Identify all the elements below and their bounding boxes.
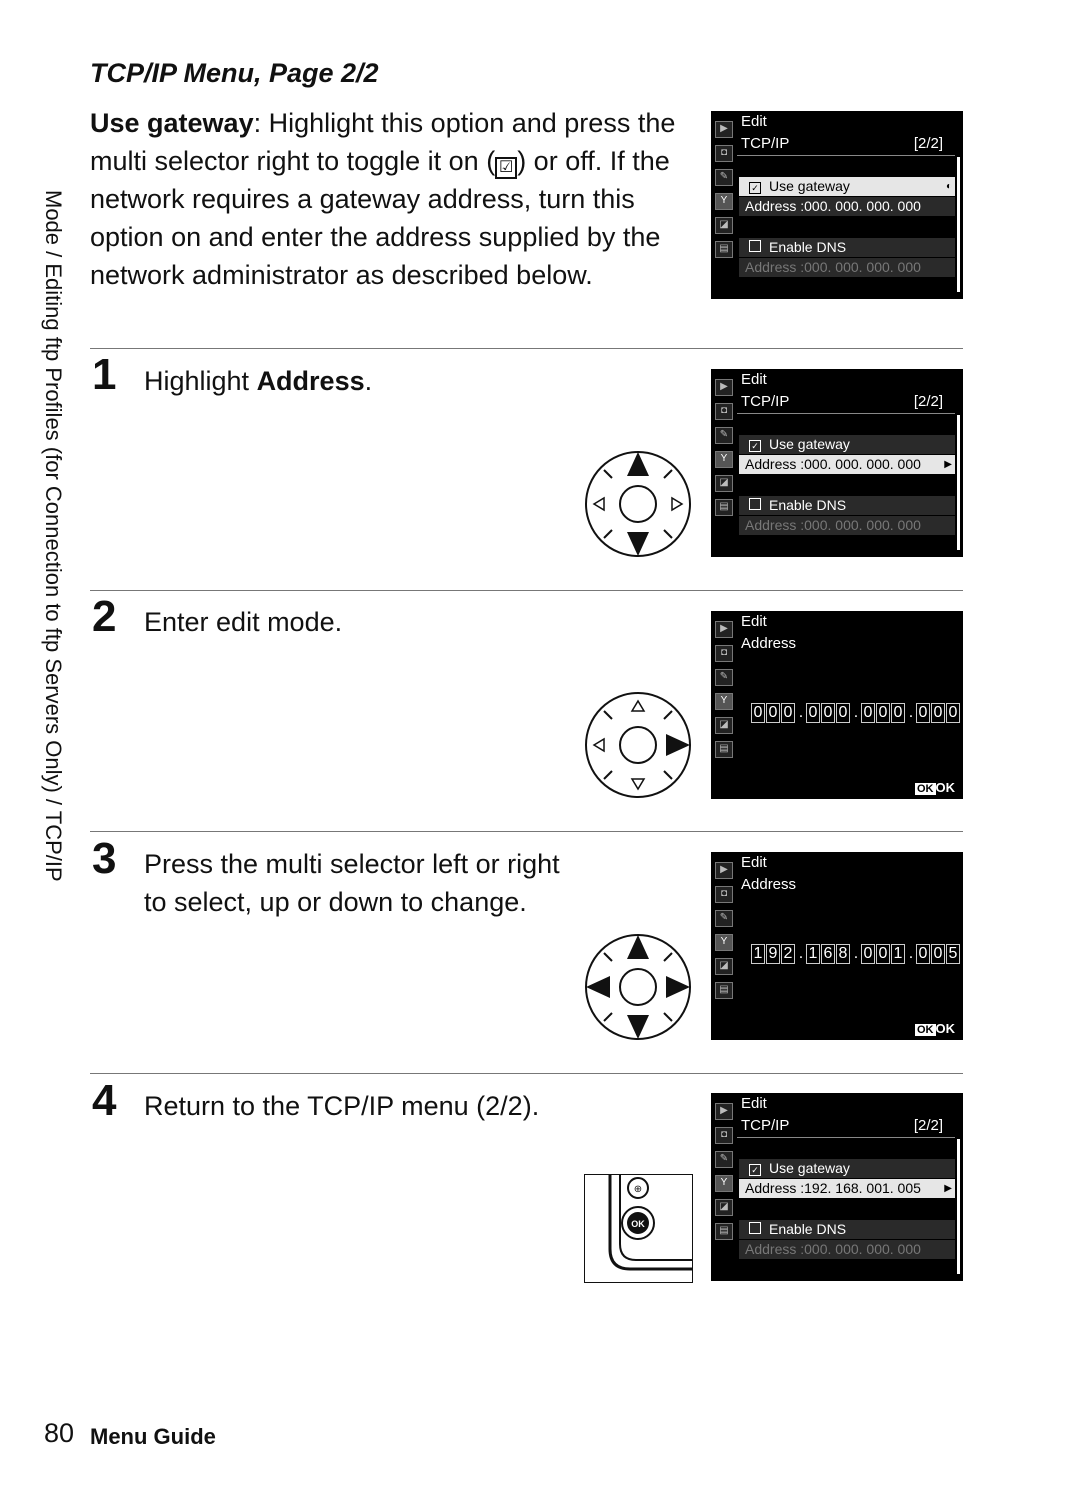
- camera-tab-icon: ◘: [715, 886, 733, 903]
- divider: [737, 155, 955, 156]
- address-row: [739, 455, 955, 474]
- digit: 1: [891, 944, 905, 964]
- screen-page: [2/2]: [913, 1117, 943, 1134]
- address-value: :000. 000. 000. 000: [800, 456, 921, 472]
- divider-rule: [90, 590, 963, 591]
- unchecked-icon: [749, 1222, 761, 1234]
- step-text-a: Highlight: [144, 366, 257, 396]
- step-text: Return to the TCP/IP menu (2/2).: [144, 1091, 540, 1121]
- screen-page: [2/2]: [913, 135, 943, 152]
- wrench-tab-icon: Y: [715, 934, 733, 951]
- digit-separator: .: [853, 704, 859, 721]
- ok-hint: [915, 780, 955, 795]
- ok-hint: [915, 1021, 955, 1036]
- divider-rule: [90, 1073, 963, 1074]
- use-gateway-row: [739, 177, 955, 196]
- digit: 1: [806, 944, 820, 964]
- digit: 0: [876, 944, 890, 964]
- svg-text:⊕: ⊕: [633, 1184, 643, 1195]
- screen-edit-label: Edit: [741, 1095, 767, 1112]
- digit: 0: [781, 703, 795, 723]
- multi-selector-right-icon: [584, 691, 692, 799]
- camera-screen-tcpip-set: [711, 1093, 963, 1281]
- ok-label: OK: [935, 780, 955, 795]
- unchecked-icon: [749, 240, 761, 252]
- digit: 0: [916, 703, 930, 723]
- digit-separator: .: [908, 945, 914, 962]
- address-value: :192. 168. 001. 005: [800, 1180, 921, 1196]
- step-text: Press the multi selector left or right to select, up or down to change.: [144, 849, 560, 917]
- digit: 0: [861, 703, 875, 723]
- section-title: TCP/IP Menu, Page 2/2: [90, 58, 379, 88]
- dns-address-row: [739, 1240, 955, 1259]
- checkbox-icon: ☑: [495, 157, 517, 179]
- pencil-tab-icon: ✎: [715, 669, 733, 686]
- step-bold: Address: [256, 366, 365, 396]
- playback-tab-icon: ▶: [715, 379, 733, 396]
- digit: 0: [806, 703, 820, 723]
- screen-header: TCP/IP: [741, 393, 790, 410]
- menu-tabs: [713, 379, 733, 549]
- menu-tabs: [713, 1103, 733, 1273]
- camera-screen-address-entered: [711, 852, 963, 1040]
- digit: 0: [751, 703, 765, 723]
- dns-address-label: Address: [745, 1241, 797, 1257]
- digit-separator: .: [908, 704, 914, 721]
- intro-text-b: ) or off. If the network requires a gateway address, turn this option on and enter the address supplied by the network administrator as described below.: [90, 146, 670, 290]
- camera-tab-icon: ◘: [715, 145, 733, 162]
- screen-header: Address: [741, 876, 797, 893]
- digit: 9: [766, 944, 780, 964]
- divider: [737, 413, 955, 414]
- digit: 0: [766, 703, 780, 723]
- pencil-tab-icon: ✎: [715, 169, 733, 186]
- screen-edit-label: Edit: [741, 854, 767, 871]
- menu-tabs: [713, 621, 733, 791]
- playback-tab-icon: ▶: [715, 121, 733, 138]
- enable-dns-label: Enable DNS: [769, 497, 847, 513]
- digit-separator: .: [798, 945, 804, 962]
- page-number: 80: [44, 1418, 75, 1448]
- pencil-tab-icon: ✎: [715, 427, 733, 444]
- pencil-tab-icon: ✎: [715, 1151, 733, 1168]
- wrench-tab-icon: Y: [715, 693, 733, 710]
- digit: 0: [946, 703, 960, 723]
- digit-separator: .: [798, 704, 804, 721]
- address-label: Address: [745, 198, 797, 214]
- wrench-tab-icon: Y: [715, 451, 733, 468]
- multi-selector-down-icon: [584, 450, 692, 558]
- camera-tab-icon: ◘: [715, 403, 733, 420]
- enable-dns-label: Enable DNS: [769, 1221, 847, 1237]
- toggle-icon: ◐: [945, 181, 952, 192]
- digit: 2: [781, 944, 795, 964]
- retouch-tab-icon: ◪: [715, 958, 733, 975]
- screen-header: Address: [741, 635, 797, 652]
- retouch-tab-icon: ◪: [715, 217, 733, 234]
- footer-label: Menu Guide: [90, 1424, 216, 1449]
- use-gateway-label: Use gateway: [769, 178, 850, 194]
- use-gateway-row: [739, 435, 955, 454]
- retouch-tab-icon: ◪: [715, 475, 733, 492]
- enable-dns-row: [739, 496, 955, 515]
- screen-edit-label: Edit: [741, 613, 767, 630]
- digit: 6: [821, 944, 835, 964]
- enable-dns-label: Enable DNS: [769, 239, 847, 255]
- ok-button-camera-icon: [584, 1174, 693, 1283]
- side-breadcrumb: Mode / Editing ftp Profiles (for Connection to ftp Servers Only) / TCP/IP: [41, 190, 66, 882]
- dns-address-label: Address: [745, 259, 797, 275]
- camera-screen-address-highlight: [711, 369, 963, 557]
- intro-term: Use gateway: [90, 108, 254, 138]
- use-gateway-label: Use gateway: [769, 436, 850, 452]
- digit: 0: [876, 703, 890, 723]
- scrollbar: [957, 415, 960, 550]
- digit: 0: [916, 944, 930, 964]
- mymenu-tab-icon: ▤: [715, 741, 733, 758]
- step-number: 1: [92, 350, 117, 399]
- screen-page: [2/2]: [913, 393, 943, 410]
- digit: 0: [821, 703, 835, 723]
- divider-rule: [90, 831, 963, 832]
- step-text: [144, 362, 564, 400]
- dns-address-value: :000. 000. 000. 000: [800, 517, 921, 533]
- camera-tab-icon: ◘: [715, 1127, 733, 1144]
- svg-text:OK: OK: [631, 1219, 645, 1229]
- screen-edit-label: Edit: [741, 113, 767, 130]
- enable-dns-row: [739, 238, 955, 257]
- wrench-tab-icon: Y: [715, 1175, 733, 1192]
- digit: 8: [836, 944, 850, 964]
- camera-screen-address-edit: [711, 611, 963, 799]
- checked-icon: ✓: [749, 182, 761, 194]
- camera-tab-icon: ◘: [715, 645, 733, 662]
- step-text: Enter edit mode.: [144, 607, 343, 637]
- digit: 0: [861, 944, 875, 964]
- ok-label: OK: [935, 1021, 955, 1036]
- address-label: Address: [745, 456, 797, 472]
- playback-tab-icon: ▶: [715, 862, 733, 879]
- step-number: 2: [92, 592, 117, 641]
- use-gateway-label: Use gateway: [769, 1160, 850, 1176]
- ok-button-icon: OK: [917, 1024, 934, 1036]
- checked-icon: ✓: [749, 1164, 761, 1176]
- menu-tabs: [713, 121, 733, 291]
- address-digits-zero: [751, 703, 961, 723]
- digit-separator: .: [853, 945, 859, 962]
- address-value: :000. 000. 000. 000: [800, 198, 921, 214]
- digit: 1: [751, 944, 765, 964]
- ok-button-icon: OK: [917, 783, 934, 795]
- screen-header: TCP/IP: [741, 135, 790, 152]
- right-arrow-icon: ▶: [944, 459, 952, 470]
- multi-selector-all-icon: [584, 933, 692, 1041]
- playback-tab-icon: ▶: [715, 621, 733, 638]
- dns-address-row: [739, 516, 955, 535]
- dns-address-value: :000. 000. 000. 000: [800, 259, 921, 275]
- screen-edit-label: Edit: [741, 371, 767, 388]
- address-digits-set: [751, 944, 961, 964]
- mymenu-tab-icon: ▤: [715, 499, 733, 516]
- screen-header: TCP/IP: [741, 1117, 790, 1134]
- address-row: [739, 197, 955, 216]
- camera-screen-tcpip-gateway: [711, 111, 963, 299]
- mymenu-tab-icon: ▤: [715, 241, 733, 258]
- step-number: 3: [92, 834, 117, 883]
- playback-tab-icon: ▶: [715, 1103, 733, 1120]
- step-number: 4: [92, 1076, 117, 1125]
- right-arrow-icon: ▶: [944, 1183, 952, 1194]
- enable-dns-row: [739, 1220, 955, 1239]
- scrollbar: [957, 1139, 960, 1274]
- unchecked-icon: [749, 498, 761, 510]
- wrench-tab-icon: Y: [715, 193, 733, 210]
- divider: [737, 1137, 955, 1138]
- scrollbar: [957, 157, 960, 292]
- digit: 0: [931, 944, 945, 964]
- mymenu-tab-icon: ▤: [715, 982, 733, 999]
- step-text-b: .: [364, 366, 373, 396]
- digit: 0: [931, 703, 945, 723]
- address-label: Address: [745, 1180, 797, 1196]
- divider-rule: [90, 348, 963, 349]
- mymenu-tab-icon: ▤: [715, 1223, 733, 1240]
- checked-icon: ✓: [749, 440, 761, 452]
- pencil-tab-icon: ✎: [715, 910, 733, 927]
- retouch-tab-icon: ◪: [715, 717, 733, 734]
- use-gateway-row: [739, 1159, 955, 1178]
- retouch-tab-icon: ◪: [715, 1199, 733, 1216]
- digit: 0: [891, 703, 905, 723]
- intro-paragraph: [90, 104, 690, 294]
- dns-address-row: [739, 258, 955, 277]
- intro-text-a: : Highlight this option and press the multi selector right to toggle it on (: [90, 108, 676, 176]
- digit: 5: [946, 944, 960, 964]
- menu-tabs: [713, 862, 733, 1032]
- digit: 0: [836, 703, 850, 723]
- dns-address-value: :000. 000. 000. 000: [800, 1241, 921, 1257]
- dns-address-label: Address: [745, 517, 797, 533]
- address-row: [739, 1179, 955, 1198]
